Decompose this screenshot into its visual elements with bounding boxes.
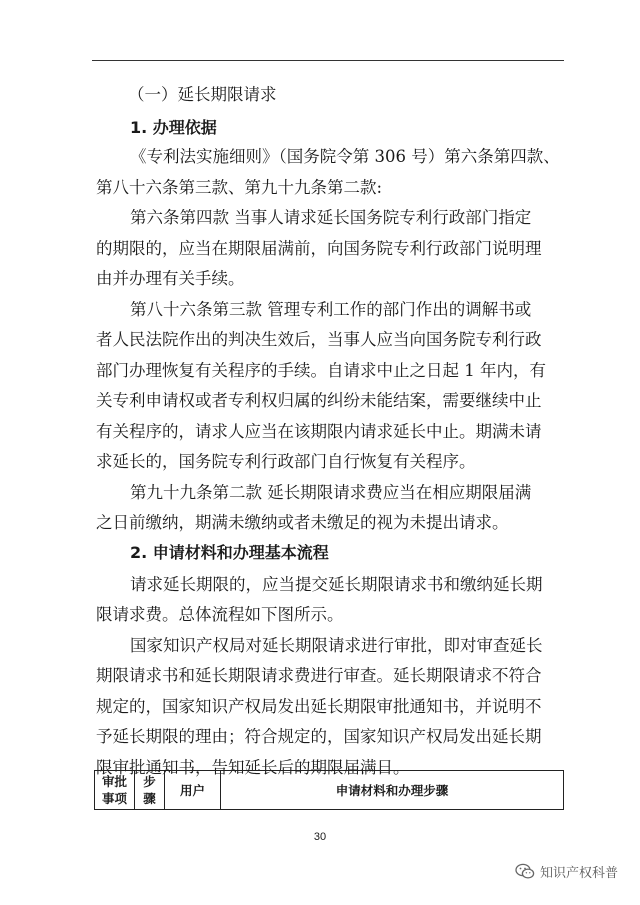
paragraph-line: 关专利申请权或者专利权归属的纠纷未能结案，需要继续中止 (96, 391, 542, 410)
watermark-text: 知识产权科普 (539, 866, 618, 881)
paragraph-line: 由并办理有关手续。 (96, 269, 245, 288)
paragraph-line: 求延长的，国务院专利行政部门自行恢复有关程序。 (96, 452, 476, 471)
paragraph-line: 第九十九条第二款 延长期限请求费应当在相应期限届满 (130, 483, 532, 502)
paragraph-line: 予延长期限的理由；符合规定的，国家知识产权局发出延长期 (96, 727, 542, 746)
paragraph-line: 之日前缴纳，期满未缴纳或者未缴足的视为未提出请求。 (96, 513, 509, 532)
paragraph-line: 第八十六条第三款 管理专利工作的部门作出的调解书或 (130, 300, 532, 319)
col-materials-steps: 申请材料和办理步骤 (221, 771, 564, 810)
table-header-row (95, 771, 564, 810)
paragraph-line: 期限请求书和延长期限请求费进行审查。延长期限请求不符合 (96, 666, 542, 685)
paragraph-line: 限请求费。总体流程如下图所示。 (96, 605, 344, 624)
watermark (515, 862, 618, 881)
col-user: 用户 (165, 771, 221, 810)
paragraph-line: 《专利法实施细则》（国务院令第 306 号）第六条第四款、 (130, 147, 560, 166)
paragraph-line: 的期限的，应当在期限届满前，向国务院专利行政部门说明理 (96, 239, 542, 258)
paragraph-line: 请求延长期限的，应当提交延长期限请求书和缴纳延长期 (130, 575, 543, 594)
section-title: （一）延长期限请求 (128, 85, 277, 104)
paragraph-line: 国家知识产权局对延长期限请求进行审批，即对审查延长 (130, 636, 543, 655)
paragraph-line: 第六条第四款 当事人请求延长国务院专利行政部门指定 (130, 208, 532, 227)
paragraph-line: 有关程序的，请求人应当在该期限内请求延长中止。期满未请 (96, 422, 542, 441)
header-rule (92, 60, 564, 61)
basis-heading: 1. 办理依据 (130, 118, 217, 137)
col-approval-item: 审批 事项 (95, 771, 135, 810)
col-step: 步 骤 (135, 771, 165, 810)
wechat-icon (515, 863, 535, 880)
process-heading: 2. 申请材料和办理基本流程 (130, 543, 329, 562)
paragraph-line: 限审批通知书，告知延长后的期限届满日。 (96, 758, 410, 777)
paragraph-line: 第八十六条第三款、第九十九条第二款: (96, 178, 383, 197)
paragraph-line: 规定的，国家知识产权局发出延长期限审批通知书，并说明不 (96, 697, 542, 716)
steps-table (94, 770, 564, 810)
paragraph-line: 者人民法院作出的判决生效后，当事人应当向国务院专利行政 (96, 330, 542, 349)
paragraph-line: 部门办理恢复有关程序的手续。自请求中止之日起 1 年内，有 (96, 361, 546, 380)
page-number: 30 (313, 831, 327, 843)
